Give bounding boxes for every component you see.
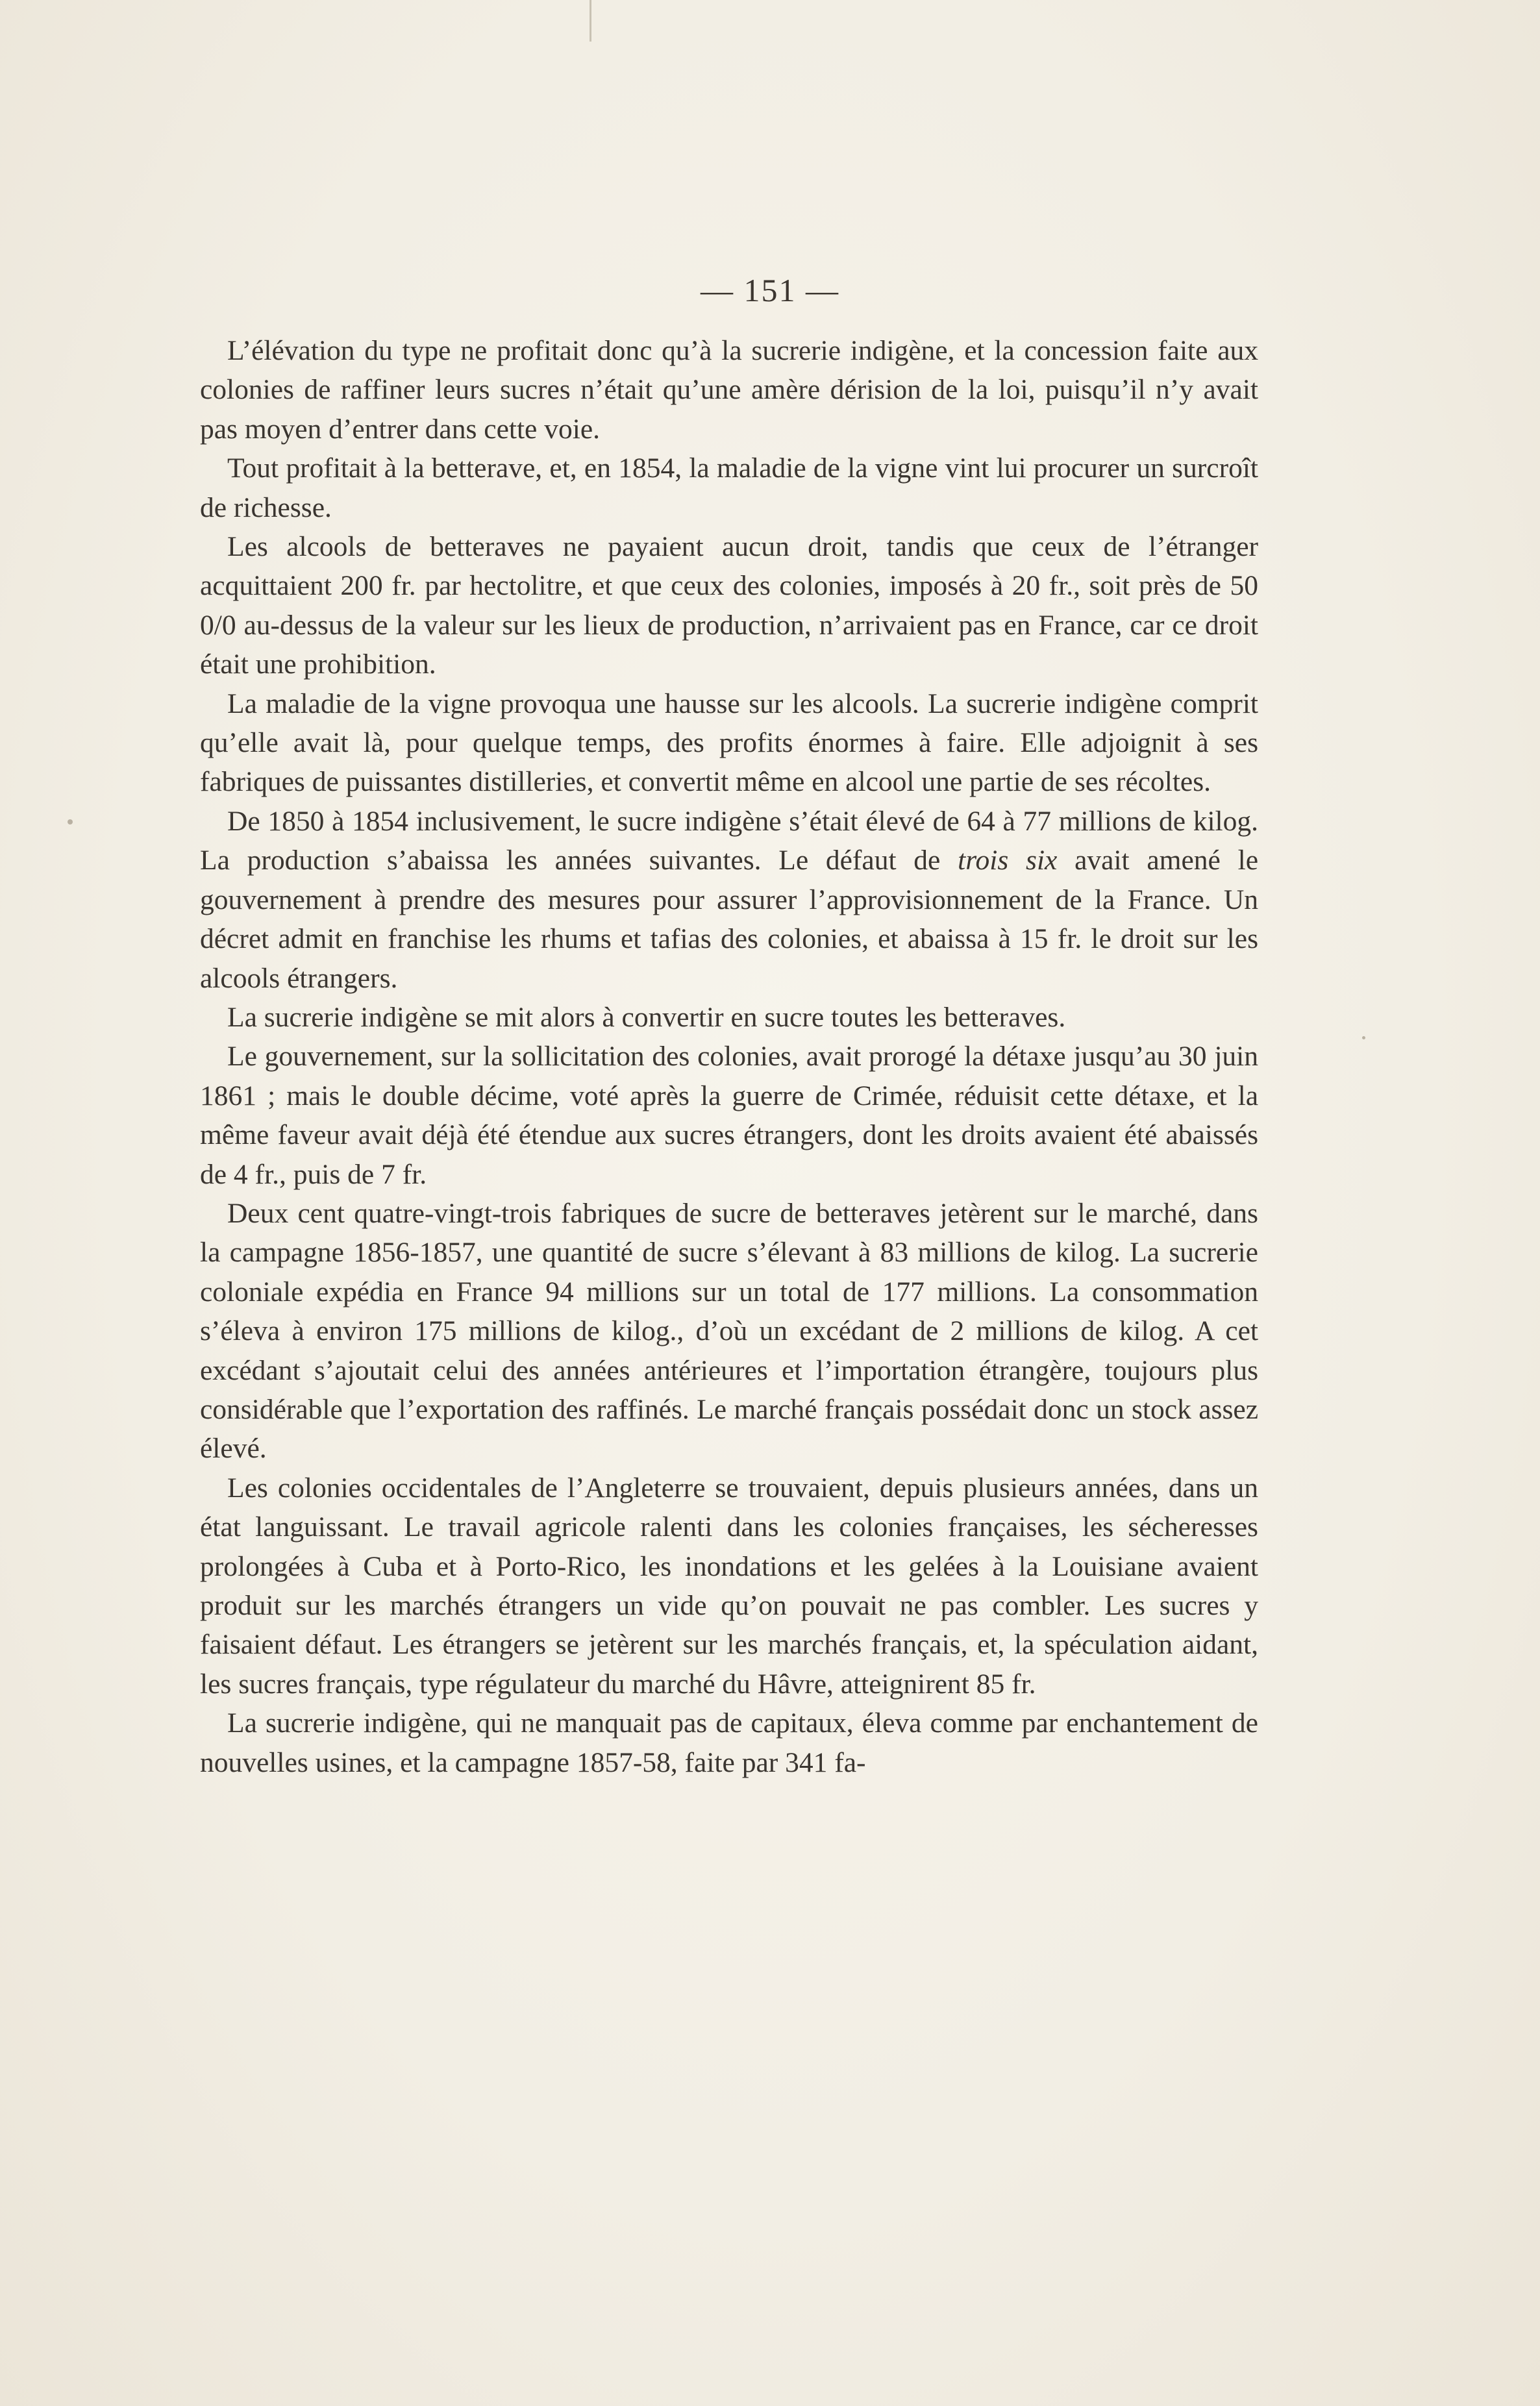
paragraph-text: De 1850 à 1854 inclusivement, le sucre indigène s’était élevé de 64 à 77 millions de kilog. La production s’abaissa les années suivantes. Le défaut de	[200, 805, 1258, 876]
paragraph: Les colonies occidentales de l’Angleterre se trouvaient, depuis plusieurs années, dans un état languissant. Le travail agricole ralenti dans les colonies françaises, les sécheresses prolongées à Cuba et à Porto-Rico, les inondations et les gelées à la Louisiane avaient produit sur les marchés étrangers un vide qu’on pouvait ne pas combler. Les sucres y faisaient défaut. Les étrangers se jetèrent sur les marchés français, et, la spéculation aidant, les sucres français, type régulateur du marché du Hâvre, atteignirent 85 fr.	[200, 1472, 1258, 1700]
binding-mark	[590, 0, 591, 42]
paragraph: Les alcools de betteraves ne payaient aucun droit, tandis que ceux de l’étranger acquittaient 200 fr. par hectolitre, et que ceux des colonies, imposés à 20 fr., soit près de 50 0/0 au-dessus de la valeur sur les lieux de production, n’arrivaient pas en France, car ce droit était une prohibition.	[200, 531, 1258, 680]
paper-speck	[68, 819, 73, 825]
paragraph: La sucrerie indigène se mit alors à convertir en sucre toutes les betteraves.	[227, 1001, 1066, 1033]
paragraph-text: avait amené le gouvernement à prendre des mesures pour assurer l’approvisionnement de la France. Un décret admit en franchise les rhums et tafias des colonies, et abaissa à 15 fr. le droit sur les alcools étrangers.	[200, 845, 1259, 994]
page-number: — 151 —	[701, 272, 839, 308]
paragraph	[200, 802, 1258, 998]
body-text	[200, 331, 1258, 1782]
italic-term: trois six	[958, 845, 1058, 876]
paragraph: L’élévation du type ne profitait donc qu’à la sucrerie indigène, et la concession faite aux colonies de raffiner leurs sucres n’était qu’une amère dérision de la loi, puisqu’il n’y avait pas moyen d’entrer dans cette voie.	[200, 335, 1258, 445]
paragraph: Tout profitait à la betterave, et, en 1854, la maladie de la vigne vint lui procurer un surcroît de richesse.	[200, 453, 1258, 523]
paragraph: La maladie de la vigne provoqua une hausse sur les alcools. La sucrerie indigène comprit qu’elle avait là, pour quelque temps, des profits énormes à faire. Elle adjoignit à ses fabriques de puissantes distilleries, et convertit même en alcool une partie de ses récoltes.	[200, 688, 1258, 798]
paragraph: La sucrerie indigène, qui ne manquait pas de capitaux, éleva comme par enchantement de nouvelles usines, et la campagne 1857-58, faite par 341 fa-	[200, 1707, 1258, 1778]
paragraph: Deux cent quatre-vingt-trois fabriques de sucre de betteraves jetèrent sur le marché, dans la campagne 1856-1857, une quantité de sucre s’élevant à 83 millions de kilog. La sucrerie coloniale expédia en France 94 millions sur un total de 177 millions. La consommation s’éleva à environ 175 millions de kilog., d’où un excédant de 2 millions de kilog. A cet excédant s’ajoutait celui des années antérieures et l’importation étrangère, toujours plus considérable que l’exportation des raffinés. Le marché français possédait donc un stock assez élevé.	[200, 1197, 1258, 1465]
paper-speck	[1362, 1036, 1365, 1039]
paragraph: Le gouvernement, sur la sollicitation des colonies, avait prorogé la détaxe jusqu’au 30 juin 1861 ; mais le double décime, voté après la guerre de Crimée, réduisit cette détaxe, et la même faveur avait déjà été étendue aux sucres étrangers, dont les droits avaient été abaissés de 4 fr., puis de 7 fr.	[200, 1041, 1258, 1190]
